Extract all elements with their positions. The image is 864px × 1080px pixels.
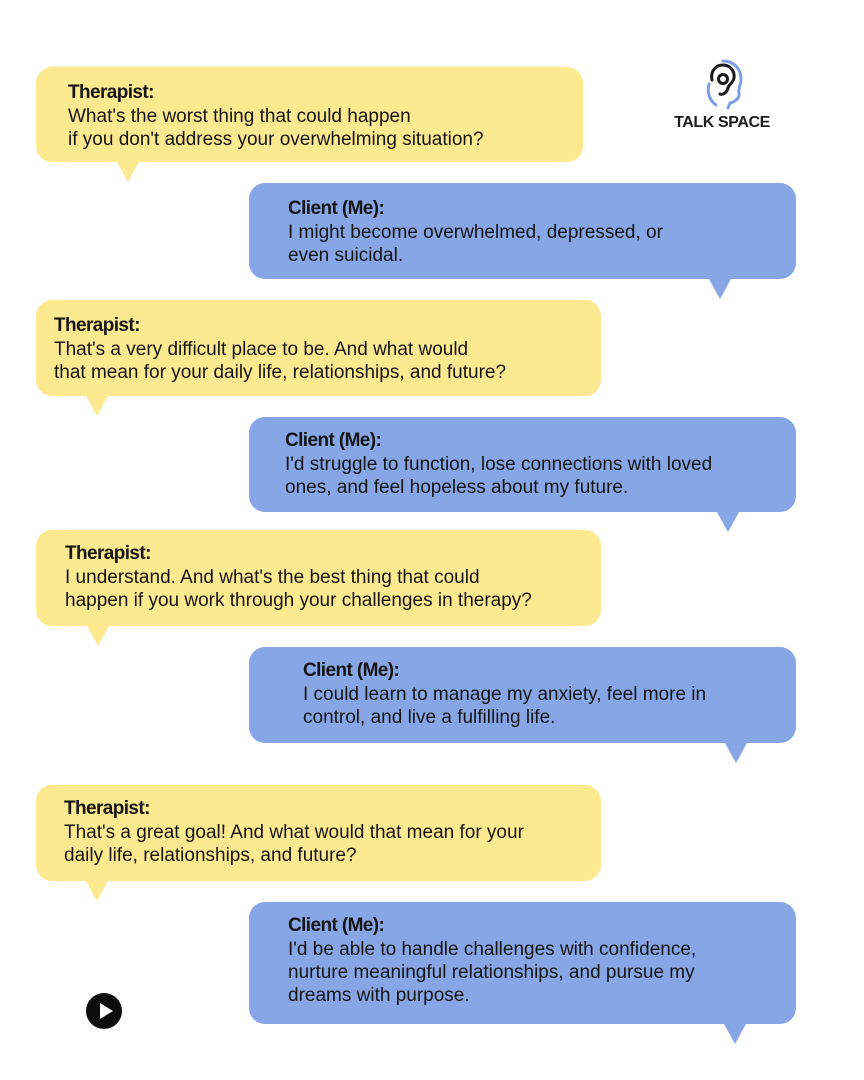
message-line: I might become overwhelmed, depressed, or	[288, 222, 663, 243]
speech-tail	[86, 881, 108, 901]
speech-tail	[86, 396, 108, 416]
message-line: I could learn to manage my anxiety, feel more in	[303, 684, 707, 705]
speaker-label: Client (Me):	[288, 915, 385, 936]
message-line: if you don't address your overwhelming situation?	[68, 129, 484, 150]
speaker-label: Client (Me):	[303, 660, 400, 681]
speaker-label: Client (Me):	[285, 430, 382, 451]
therapist-message	[36, 67, 583, 162]
play-button[interactable]	[86, 993, 122, 1029]
message-line: that mean for your daily life, relationships, and future?	[54, 362, 507, 383]
speech-tail	[709, 279, 731, 299]
message-line: happen if you work through your challenges in therapy?	[65, 590, 532, 611]
speech-tail	[724, 1024, 746, 1044]
speaker-label: Therapist:	[64, 798, 150, 819]
message-line: ones, and feel hopeless about my future.	[285, 477, 629, 498]
client-message	[249, 902, 796, 1024]
message-line: nurture meaningful relationships, and pursue my	[288, 962, 695, 983]
speaker-label: Therapist:	[68, 82, 154, 103]
therapist-message	[36, 785, 601, 881]
client-message	[249, 647, 796, 743]
message-line: I'd be able to handle challenges with confidence,	[288, 939, 697, 960]
message-line: What's the worst thing that could happen	[68, 106, 411, 127]
brand-name: TALK SPACE	[674, 114, 770, 131]
client-message	[249, 417, 796, 512]
speaker-label: Therapist:	[54, 315, 140, 336]
message-line: That's a very difficult place to be. And what would	[54, 339, 469, 360]
talkspace-logo	[664, 58, 780, 138]
speech-tail	[87, 626, 109, 646]
therapist-message	[36, 530, 601, 626]
message-line: I'd struggle to function, lose connections with loved	[285, 454, 713, 475]
message-line: That's a great goal! And what would that mean for your	[64, 822, 524, 843]
speaker-label: Therapist:	[65, 543, 151, 564]
message-line: dreams with purpose.	[288, 985, 470, 1006]
speech-tail	[117, 162, 139, 182]
message-line: even suicidal.	[288, 245, 404, 266]
play-icon	[86, 993, 122, 1029]
message-line: control, and live a fulfilling life.	[303, 707, 556, 728]
therapist-message	[36, 300, 601, 396]
client-message	[249, 183, 796, 279]
head-ear-logo-icon	[701, 58, 745, 110]
speech-tail	[725, 743, 747, 763]
message-line: daily life, relationships, and future?	[64, 845, 357, 866]
speaker-label: Client (Me):	[288, 198, 385, 219]
message-line: I understand. And what's the best thing that could	[65, 567, 480, 588]
speech-tail	[717, 512, 739, 532]
